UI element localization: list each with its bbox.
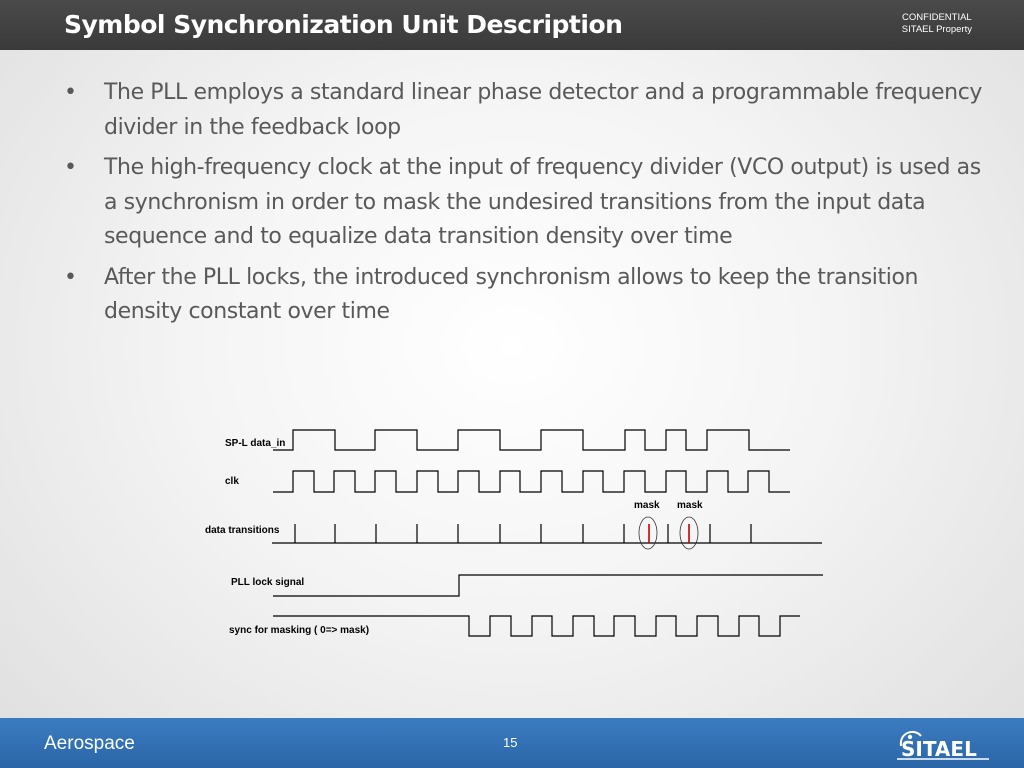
bullet-list — [64, 76, 984, 336]
label-pll-lock: PLL lock signal — [231, 577, 305, 588]
header-bar — [0, 0, 1024, 50]
label-sync: sync for masking ( 0=> mask) — [229, 625, 370, 636]
pll-lock-waveform — [273, 575, 823, 596]
bullet-dot: • — [64, 80, 77, 105]
footer-bar — [0, 718, 1024, 768]
sitael-logo — [893, 726, 993, 762]
mask-label-1: mask — [634, 500, 660, 511]
logo-text: SITAEL — [901, 737, 977, 761]
bullet-item — [64, 261, 984, 330]
slide-title: Symbol Synchronization Unit Description — [64, 10, 623, 39]
data-in-waveform — [273, 430, 790, 450]
bullet-dot: • — [64, 264, 77, 290]
bullet-text: After the PLL locks, the introduced synchronism allows to keep the transition density constant over time — [104, 264, 919, 324]
label-clk: clk — [225, 476, 239, 487]
mask-label-2: mask — [677, 500, 703, 511]
clk-waveform — [273, 471, 790, 492]
bullet-item — [64, 151, 984, 255]
label-data-in: SP-L data_in — [225, 438, 286, 449]
page-number: 15 — [503, 735, 518, 750]
timing-diagram — [195, 420, 835, 650]
footer-division: Aerospace — [44, 733, 135, 754]
bullet-dot: • — [64, 155, 77, 180]
bullet-text: The PLL employs a standard linear phase detector and a programmable frequency divider in the feedback loop — [104, 80, 983, 140]
label-transitions: data transitions — [205, 525, 280, 536]
bullet-text: The high-frequency clock at the input of frequency divider (VCO output) is used as a synchronism in order to mask the undesired transitions from the input data sequence and to equalize data transition density over time — [104, 155, 981, 249]
confidential-label: CONFIDENTIAL — [902, 12, 972, 23]
bullet-item — [64, 76, 984, 145]
confidential-notice — [902, 12, 972, 36]
mask-circle-1 — [639, 517, 657, 549]
property-label: SITAEL Property — [901, 24, 972, 35]
transition-ticks — [295, 524, 751, 543]
